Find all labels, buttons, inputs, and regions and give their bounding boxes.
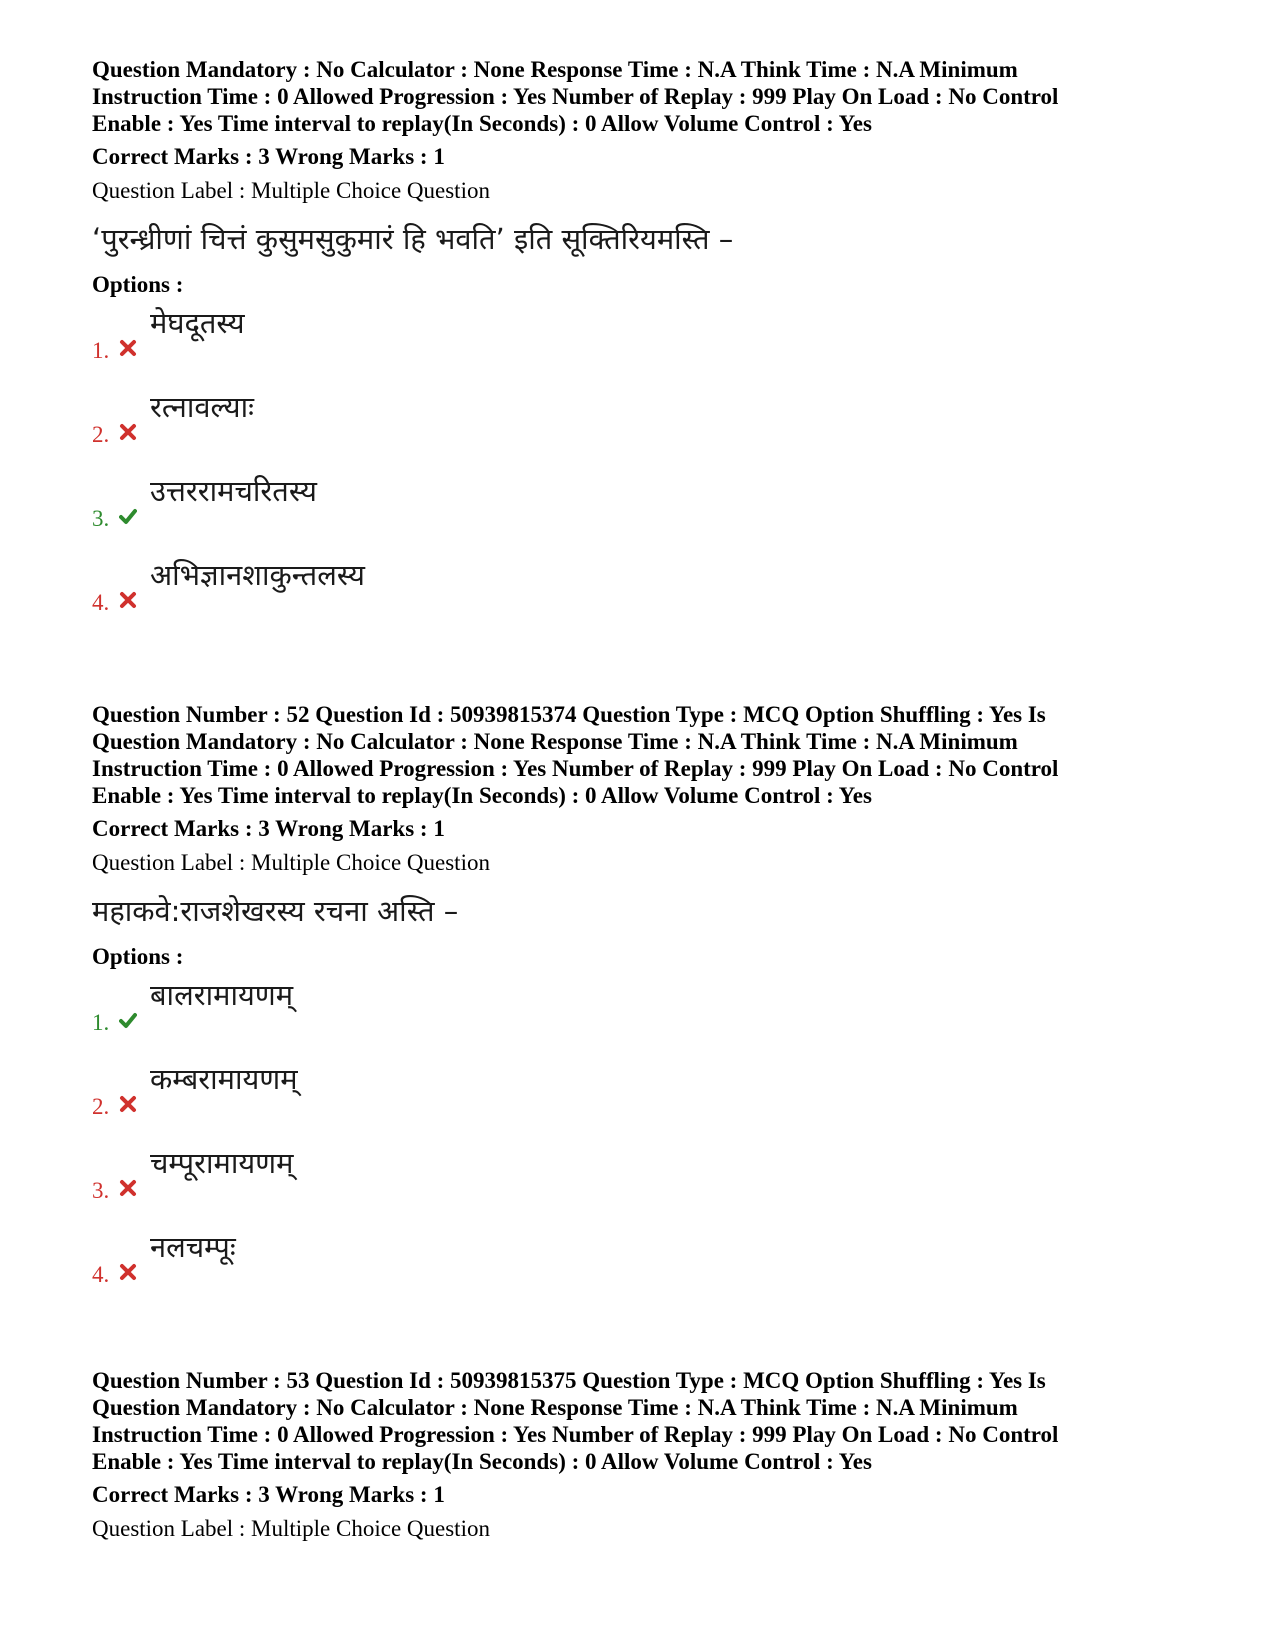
option-text: मेघदूतस्य bbox=[150, 306, 245, 340]
option-item bbox=[92, 1139, 1202, 1223]
option-text: रत्नावल्याः bbox=[150, 390, 254, 424]
option-item bbox=[92, 383, 1202, 467]
question-meta-line: Instruction Time : 0 Allowed Progression : Yes Number of Replay : 999 Play On Load : No Control bbox=[92, 756, 1059, 781]
block-spacer bbox=[92, 1307, 1202, 1367]
cross-icon bbox=[119, 339, 137, 357]
cross-icon bbox=[119, 591, 137, 609]
option-number: 2. bbox=[92, 1094, 110, 1119]
question-meta-line: Question Mandatory : No Calculator : None Response Time : N.A Think Time : N.A Minimum bbox=[92, 1395, 1018, 1420]
question-meta-line: Instruction Time : 0 Allowed Progression : Yes Number of Replay : 999 Play On Load : No Control bbox=[92, 1422, 1059, 1447]
question-meta-line: Enable : Yes Time interval to replay(In Seconds) : 0 Allow Volume Control : Yes bbox=[92, 1449, 872, 1474]
option-text: नलचम्पूः bbox=[150, 1230, 236, 1264]
question-block-52 bbox=[92, 701, 1202, 1307]
question-label: Question Label : Multiple Choice Question bbox=[92, 1516, 490, 1541]
question-meta-line: Enable : Yes Time interval to replay(In Seconds) : 0 Allow Volume Control : Yes bbox=[92, 783, 872, 808]
option-number: 2. bbox=[92, 422, 110, 447]
cross-icon bbox=[119, 1095, 137, 1113]
cross-icon bbox=[119, 423, 137, 441]
cross-icon bbox=[119, 1179, 137, 1197]
cross-icon bbox=[119, 1263, 137, 1281]
options-heading: Options : bbox=[92, 944, 184, 969]
block-spacer bbox=[92, 635, 1202, 701]
option-text: उत्तररामचरितस्य bbox=[150, 474, 317, 508]
check-icon bbox=[119, 1011, 137, 1029]
option-number: 1. bbox=[92, 1010, 110, 1035]
option-number: 3. bbox=[92, 506, 110, 531]
question-meta-line: Question Mandatory : No Calculator : None Response Time : N.A Think Time : N.A Minimum bbox=[92, 57, 1018, 82]
option-text: अभिज्ञानशाकुन्तलस्य bbox=[150, 558, 365, 592]
question-meta-line: Question Number : 52 Question Id : 50939815374 Question Type : MCQ Option Shuffling : Yes Is bbox=[92, 702, 1046, 727]
question-label: Question Label : Multiple Choice Question bbox=[92, 850, 490, 875]
option-item bbox=[92, 1223, 1202, 1307]
option-number: 1. bbox=[92, 338, 110, 363]
question-meta-line: Question Mandatory : No Calculator : None Response Time : N.A Think Time : N.A Minimum bbox=[92, 729, 1018, 754]
option-list bbox=[92, 971, 1202, 1307]
option-text: कम्बरामायणम् bbox=[150, 1062, 298, 1096]
question-meta-line: Question Number : 53 Question Id : 50939815375 Question Type : MCQ Option Shuffling : Yes Is bbox=[92, 1368, 1046, 1393]
question-paper-page bbox=[92, 56, 1202, 1543]
question-block-53 bbox=[92, 1367, 1202, 1543]
question-stem: ‘पुरन्ध्रीणां चित्तं कुसुमसुकुमारं हि भवति’ इति सूक्तिरियमस्ति – bbox=[92, 222, 734, 256]
option-number: 4. bbox=[92, 1262, 110, 1287]
options-heading: Options : bbox=[92, 272, 184, 297]
option-item bbox=[92, 1055, 1202, 1139]
option-text: चम्पूरामायणम् bbox=[150, 1146, 294, 1180]
option-item bbox=[92, 551, 1202, 635]
question-stem: महाकवे:राजशेखरस्य रचना अस्ति – bbox=[92, 894, 459, 928]
question-marks: Correct Marks : 3 Wrong Marks : 1 bbox=[92, 1482, 445, 1507]
option-text: बालरामायणम् bbox=[150, 978, 294, 1012]
check-icon bbox=[119, 507, 137, 525]
option-item bbox=[92, 299, 1202, 383]
option-item bbox=[92, 467, 1202, 551]
option-number: 4. bbox=[92, 590, 110, 615]
option-number: 3. bbox=[92, 1178, 110, 1203]
question-meta-line: Instruction Time : 0 Allowed Progression : Yes Number of Replay : 999 Play On Load : No Control bbox=[92, 84, 1059, 109]
question-marks: Correct Marks : 3 Wrong Marks : 1 bbox=[92, 816, 445, 841]
option-item bbox=[92, 971, 1202, 1055]
question-marks: Correct Marks : 3 Wrong Marks : 1 bbox=[92, 144, 445, 169]
option-list bbox=[92, 299, 1202, 635]
question-meta-line: Enable : Yes Time interval to replay(In Seconds) : 0 Allow Volume Control : Yes bbox=[92, 111, 872, 136]
question-block-51 bbox=[92, 56, 1202, 635]
question-label: Question Label : Multiple Choice Question bbox=[92, 178, 490, 203]
